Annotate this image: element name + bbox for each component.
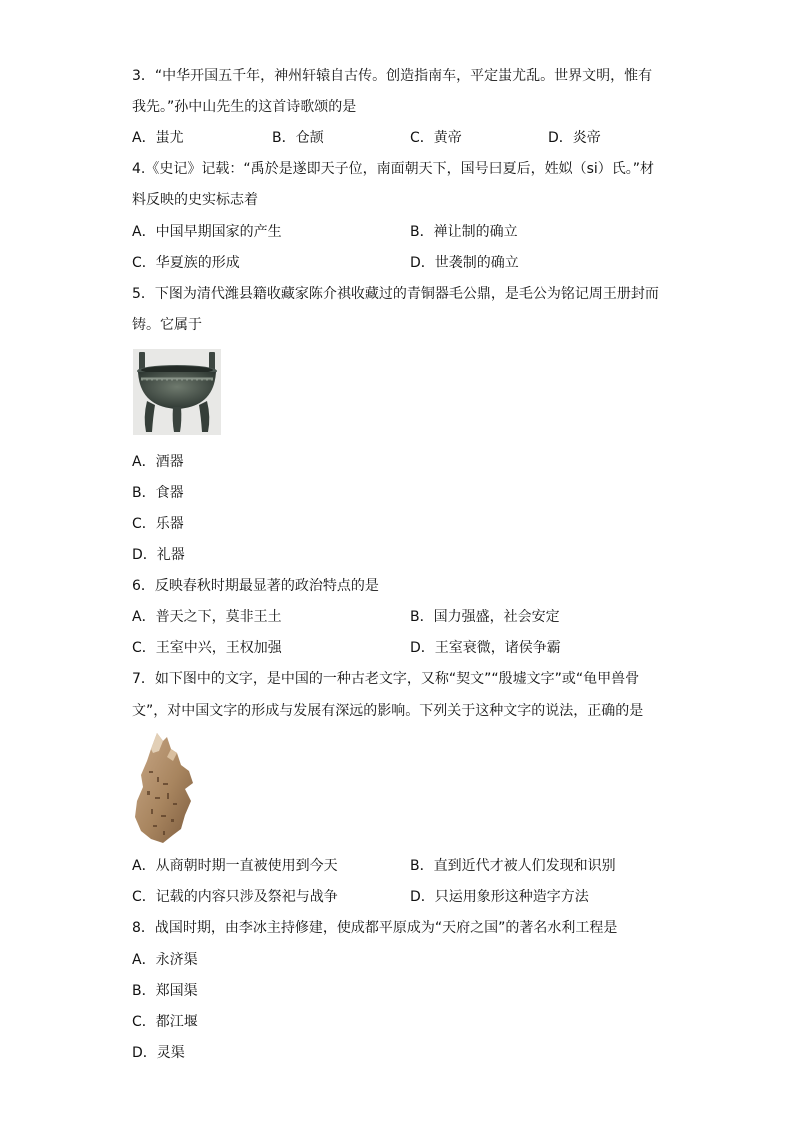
q8-option-a: A．永济渠 [132,952,198,968]
q4-stem-line-2: 料反映的史实标志着 [132,192,258,208]
q3-option-d: D．炎帝 [548,130,601,146]
oracle-bone-image [133,731,195,844]
q5-stem-line-1: 5．下图为清代潍县籍收藏家陈介祺收藏过的青铜器毛公鼎，是毛公为铭记周王册封而 [132,286,659,302]
q8-option-b: B．郑国渠 [132,983,198,999]
q7-stem-line-2: 文”，对中国文字的形成与发展有深远的影响。下列关于这种文字的说法，正确的是 [132,703,644,719]
q3-option-c: C．黄帝 [410,130,462,146]
q3-stem-line-2: 我先。”孙中山先生的这首诗歌颂的是 [132,99,357,115]
q4-stem-line-1: 4.《史记》记载：“禹於是遂即天子位，南面朝天下，国号曰夏后，姓姒（si）氏。”材 [132,161,655,177]
q5-option-a: A．酒器 [132,454,184,470]
q5-option-b: B．食器 [132,485,184,501]
q7-option-c: C．记载的内容只涉及祭祀与战争 [132,889,338,905]
q4-option-d: D．世袭制的确立 [410,255,519,271]
q6-option-b: B．国力强盛，社会安定 [410,609,560,625]
maogong-ding-image [133,349,221,435]
q5-option-c: C．乐器 [132,516,184,532]
q3-option-b: B．仓颉 [272,130,324,146]
q4-option-a: A．中国早期国家的产生 [132,224,282,240]
q7-stem-line-1: 7．如下图中的文字，是中国的一种古老文字，又称“契文”“殷墟文字”或“龟甲兽骨 [132,671,640,687]
q7-option-b: B．直到近代才被人们发现和识别 [410,858,616,874]
q8-stem: 8．战国时期，由李冰主持修建，使成都平原成为“天府之国”的著名水利工程是 [132,920,618,936]
q6-option-c: C．王室中兴，王权加强 [132,640,282,656]
q4-option-c: C．华夏族的形成 [132,255,240,271]
q6-stem: 6．反映春秋时期最显著的政治特点的是 [132,578,379,594]
q5-option-d: D．礼器 [132,547,185,563]
q7-option-d: D．只运用象形这种造字方法 [410,889,589,905]
q6-option-a: A．普天之下，莫非王土 [132,609,282,625]
q3-stem-line-1: 3．“中华开国五千年，神州轩辕自古传。创造指南车，平定蚩尤乱。世界文明，惟有 [132,68,653,84]
q5-stem-line-2: 铸。它属于 [132,317,202,333]
q3-option-a: A．蚩尤 [132,130,184,146]
q8-option-c: C．都江堰 [132,1014,198,1030]
q4-option-b: B．禅让制的确立 [410,224,518,240]
q7-option-a: A．从商朝时期一直被使用到今天 [132,858,338,874]
q8-option-d: D．灵渠 [132,1045,185,1061]
q6-option-d: D．王室衰微，诸侯争霸 [410,640,561,656]
